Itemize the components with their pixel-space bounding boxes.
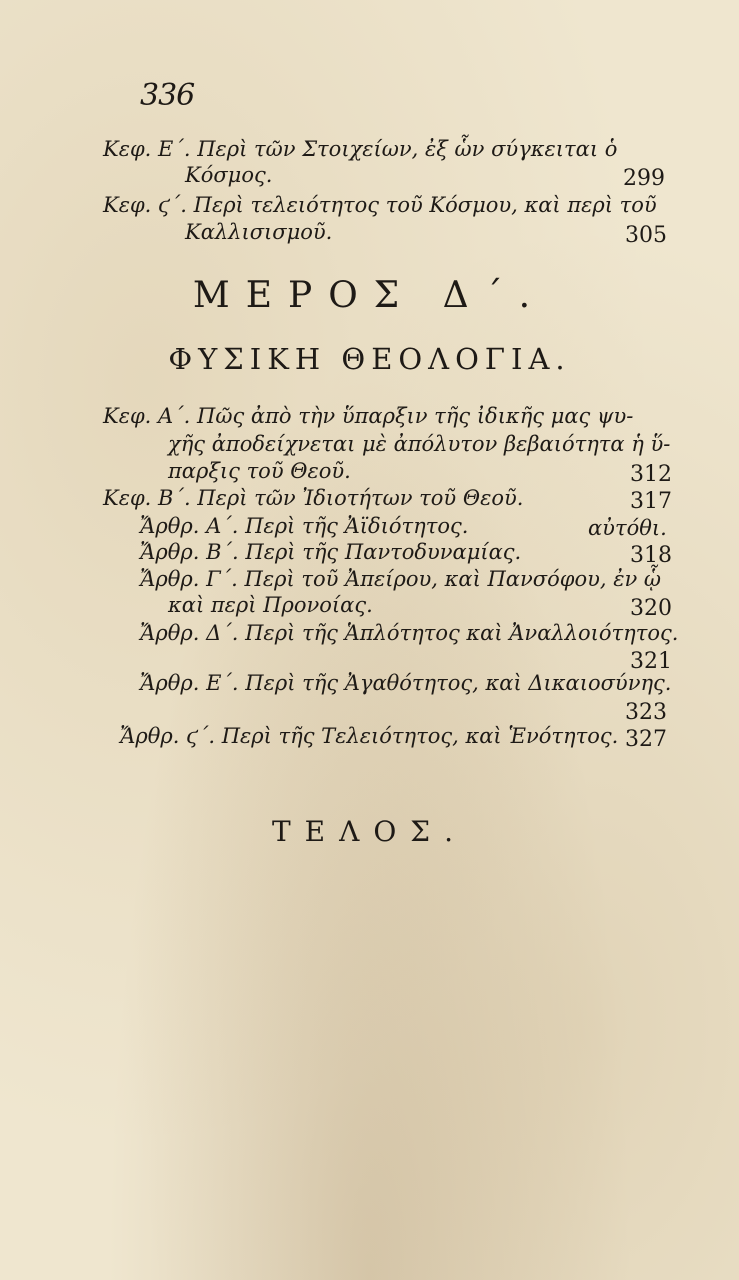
toc-entry-article-2: Ἄρθρ. Β΄. Περὶ τῆς Παντοδυναμίας.	[140, 540, 522, 564]
toc-page-317: 317	[630, 489, 672, 514]
toc-entry-article-4: Ἄρθρ. Δ΄. Περὶ τῆς Ἁπλότητος καὶ Ἀναλλοιότητος.	[140, 621, 679, 645]
toc-entry-chapter-a-line3: παρξις τοῦ Θεοῦ.	[168, 459, 351, 483]
toc-page-299: 299	[623, 166, 665, 191]
toc-entry-article-3-line1: Ἄρθρ. Γ΄. Περὶ τοῦ Ἀπείρου, καὶ Πανσόφου, ἐν ᾧ	[140, 567, 662, 591]
toc-entry-article-1: Ἄρθρ. Α΄. Περὶ τῆς Ἀϊδιότητος.	[140, 514, 469, 538]
toc-entry-chapter-6: Κεφ. ϛ΄. Περὶ τελειότητος τοῦ Κόσμου, καὶ περὶ τοῦ	[103, 193, 657, 217]
toc-entry-chapter-a-line2: χῆς ἀποδείχνεται μὲ ἀπόλυτον βεβαιότητα ἡ ὕ-	[168, 432, 671, 456]
part-title: ΜΕΡΟΣ Δ΄.	[192, 275, 547, 316]
toc-entry-chapter-5: Κεφ. Ε΄. Περὶ τῶν Στοιχείων, ἐξ ὧν σύγκειται ὁ	[103, 137, 618, 161]
toc-entry-chapter-a-line1: Κεφ. Α΄. Πῶς ἀπὸ τὴν ὕπαρξιν τῆς ἰδικῆς μας ψυ-	[103, 404, 634, 428]
toc-page-305: 305	[625, 223, 667, 248]
toc-page-autothi: αὐτόθι.	[588, 516, 667, 540]
toc-page-318: 318	[630, 543, 672, 568]
section-title: ΦΥΣΙΚΗ ΘΕΟΛΟΓΙΑ.	[168, 342, 571, 376]
toc-page-327: 327	[625, 727, 667, 752]
toc-entry-article-5: Ἄρθρ. Ε΄. Περὶ τῆς Ἀγαθότητος, καὶ Δικαιοσύνης.	[140, 671, 672, 695]
toc-entry-chapter-6-cont: Καλλισισμοῦ.	[185, 220, 333, 244]
toc-page-321: 321	[630, 649, 672, 674]
page-number: 336	[140, 78, 195, 113]
toc-entry-article-6: Ἄρθρ. ϛ΄. Περὶ τῆς Τελειότητος, καὶ Ἑνότητος.	[120, 724, 619, 748]
toc-page-323: 323	[625, 700, 667, 725]
toc-page-312: 312	[630, 462, 672, 487]
toc-page-320: 320	[630, 596, 672, 621]
toc-entry-article-3-line2: καὶ περὶ Προνοίας.	[168, 593, 373, 617]
end-title: ΤΕΛΟΣ.	[272, 815, 467, 848]
toc-entry-chapter-b: Κεφ. Β΄. Περὶ τῶν Ἰδιοτήτων τοῦ Θεοῦ.	[103, 486, 524, 510]
toc-entry-chapter-5-cont: Κόσμος.	[185, 163, 273, 187]
